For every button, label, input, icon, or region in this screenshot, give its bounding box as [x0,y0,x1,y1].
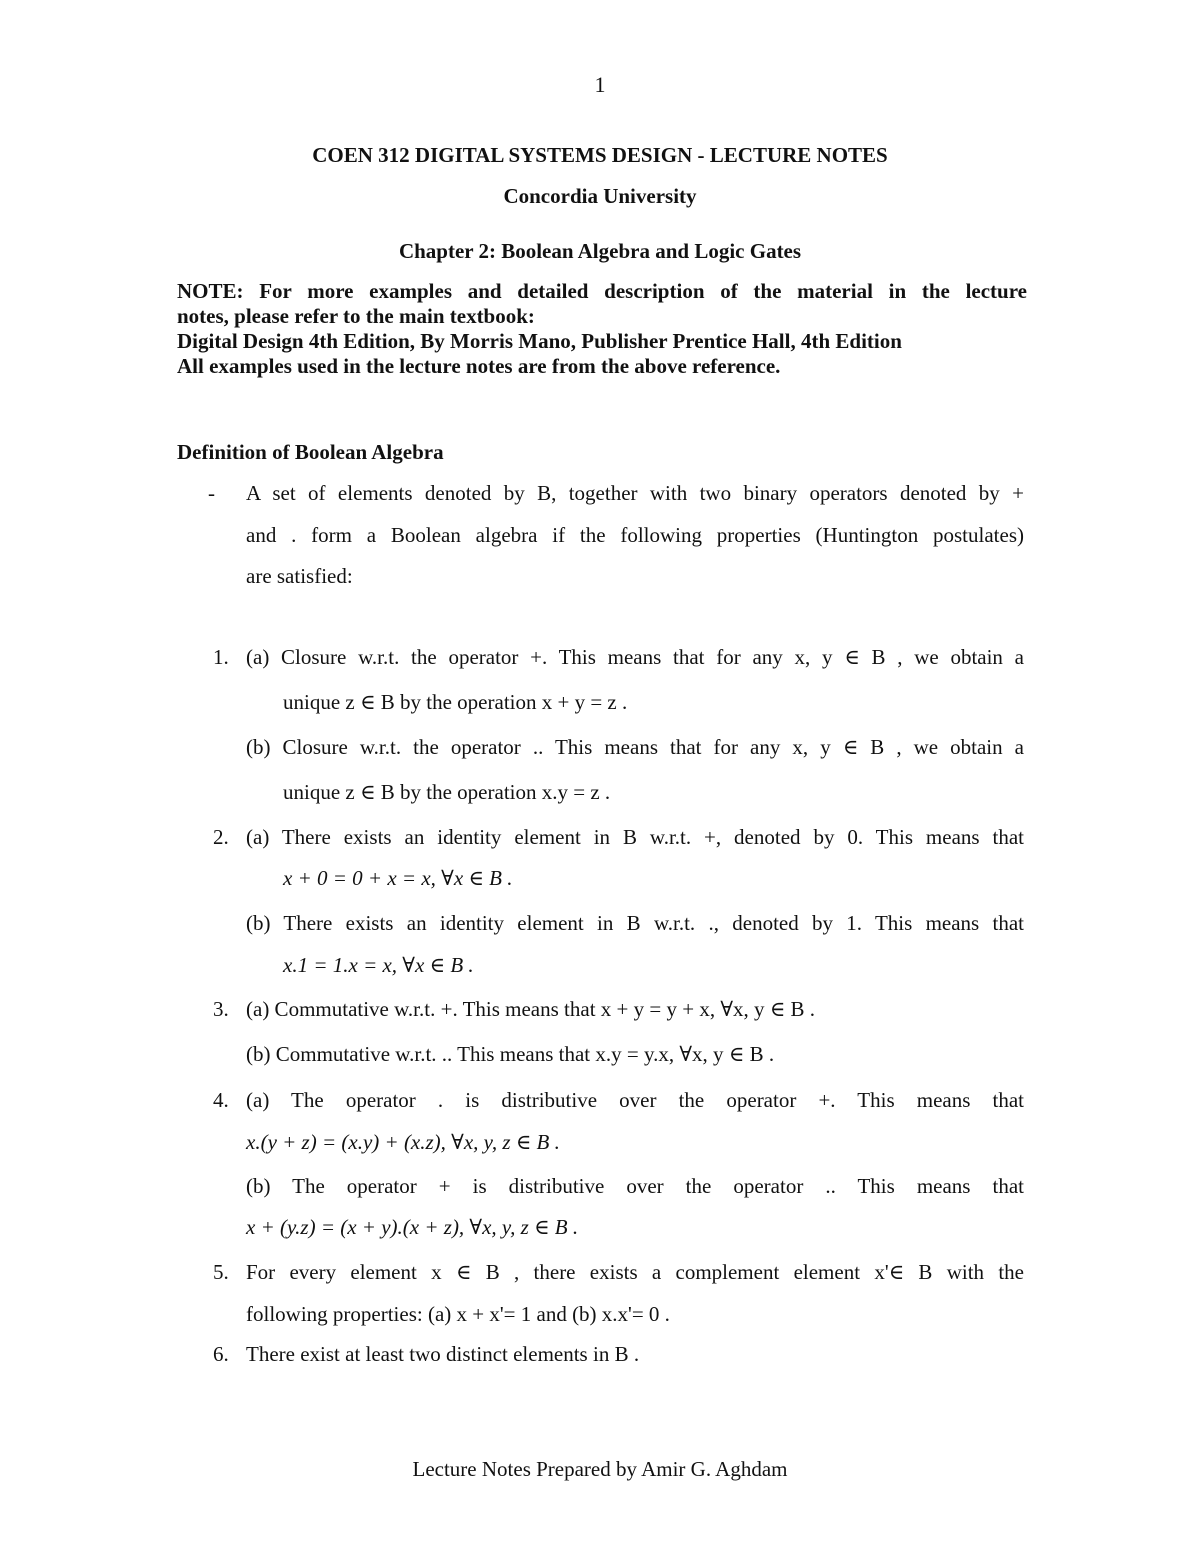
list-number: 5. [213,1260,229,1284]
postulate-math: x.1 = 1.x = x, ∀x ∈ B . [283,953,474,977]
postulate-math: unique z ∈ B by the operation x.y = z . [283,780,611,804]
note-line: NOTE: For more examples and detailed description of the material in the lecture [177,279,1027,303]
list-number: 4. [213,1088,229,1112]
note-line: Digital Design 4th Edition, By Morris Mano, Publisher Prentice Hall, 4th Edition [177,329,902,353]
postulate-text: (b) There exists an identity element in B w.r.t. ., denoted by 1. This means that [246,911,1024,935]
note-line: notes, please refer to the main textbook: [177,304,535,328]
intro-line: are satisfied: [246,564,353,588]
postulate-text: There exist at least two distinct elements in B . [246,1342,640,1366]
section-heading: Definition of Boolean Algebra [177,440,444,464]
university-name: Concordia University [503,184,697,208]
postulate-math: unique z ∈ B by the operation x + y = z . [283,690,628,714]
list-number: 1. [213,645,229,669]
document-title: COEN 312 DIGITAL SYSTEMS DESIGN - LECTURE NOTES [312,143,888,167]
postulate-text: (b) The operator + is distributive over the operator .. This means that [246,1174,1024,1198]
postulate-text: (a) Closure w.r.t. the operator +. This means that for any x, y ∈ B , we obtain a [246,645,1024,669]
note-line: All examples used in the lecture notes are from the above reference. [177,354,781,378]
postulate-text: (b) Closure w.r.t. the operator .. This means that for any x, y ∈ B , we obtain a [246,735,1024,759]
postulate-text: (a) Commutative w.r.t. +. This means that x + y = y + x, ∀x, y ∈ B . [246,997,816,1021]
postulate-text: (b) Commutative w.r.t. .. This means that x.y = y.x, ∀x, y ∈ B . [246,1042,775,1066]
intro-line: A set of elements denoted by B, together with two binary operators denoted by + [246,481,1024,505]
list-number: 6. [213,1342,229,1366]
postulate-text: (a) There exists an identity element in B w.r.t. +, denoted by 0. This means that [246,825,1024,849]
page-footer: Lecture Notes Prepared by Amir G. Aghdam [412,1457,788,1481]
postulate-math: x.(y + z) = (x.y) + (x.z), ∀x, y, z ∈ B . [246,1130,560,1154]
postulate-math: x + 0 = 0 + x = x, ∀x ∈ B . [283,866,513,890]
dash-bullet: - [208,481,215,505]
list-number: 2. [213,825,229,849]
intro-line: and . form a Boolean algebra if the following properties (Huntington postulates) [246,523,1024,547]
postulate-text: For every element x ∈ B , there exists a complement element x'∈ B with the [246,1260,1024,1284]
postulate-text: (a) The operator . is distributive over the operator +. This means that [246,1088,1024,1112]
postulate-text: following properties: (a) x + x'= 1 and (b) x.x'= 0 . [246,1302,670,1326]
chapter-title: Chapter 2: Boolean Algebra and Logic Gates [398,239,802,263]
list-number: 3. [213,997,229,1021]
postulate-math: x + (y.z) = (x + y).(x + z), ∀x, y, z ∈ B . [246,1215,579,1239]
page-number: 1 [594,72,606,97]
